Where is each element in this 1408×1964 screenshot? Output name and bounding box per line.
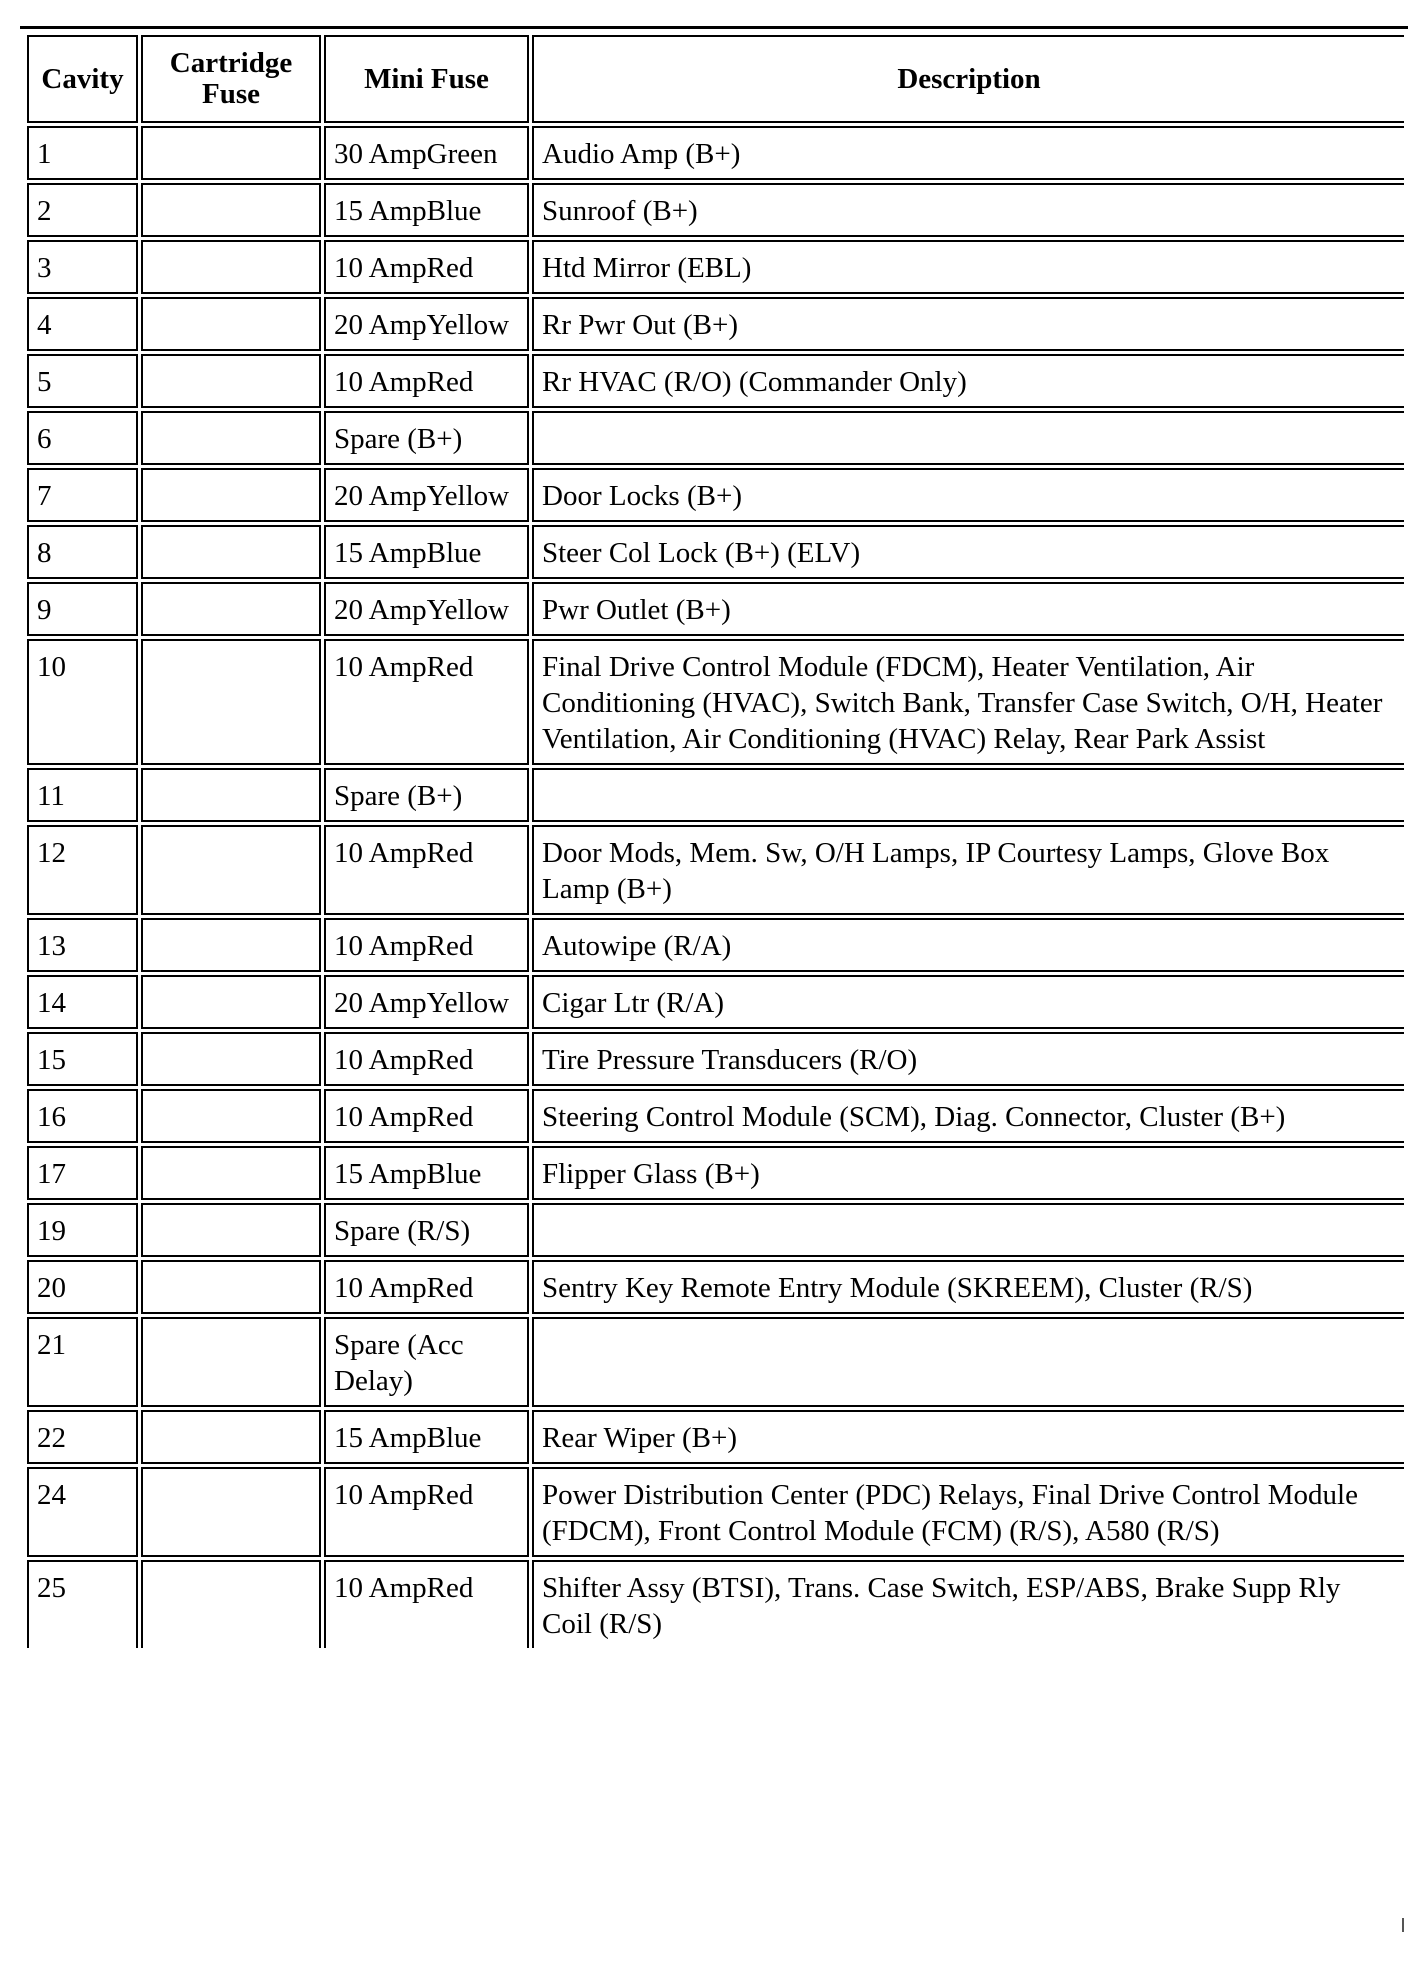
mini-fuse-cell: 10 AmpRed [324,354,529,408]
header-cartridge-fuse: Cartridge Fuse [141,35,321,123]
mini-fuse-cell: 10 AmpRed [324,1467,529,1557]
cartridge-cell [141,918,321,972]
description-cell: Flipper Glass (B+) [532,1146,1404,1200]
cartridge-cell [141,1089,321,1143]
cartridge-cell [141,768,321,822]
cavity-cell: 3 [27,240,138,294]
table-row [27,1032,1404,1086]
cavity-cell: 1 [27,126,138,180]
cavity-cell: 10 [27,639,138,765]
table-row [27,183,1404,237]
description-cell: Rear Wiper (B+) [532,1410,1404,1464]
top-rule [20,26,1408,29]
cartridge-cell [141,639,321,765]
cavity-cell: 14 [27,975,138,1029]
mini-fuse-cell: 10 AmpRed [324,1089,529,1143]
table-row [27,468,1404,522]
header-cavity: Cavity [27,35,138,123]
cartridge-cell [141,1146,321,1200]
table-row [27,639,1404,765]
cartridge-cell [141,240,321,294]
table-row [27,1317,1404,1407]
description-cell [532,768,1404,822]
description-cell [532,1317,1404,1407]
cavity-cell: 13 [27,918,138,972]
description-cell: Cigar Ltr (R/A) [532,975,1404,1029]
table-row [27,768,1404,822]
cartridge-cell [141,1560,321,1648]
header-row [27,35,1404,123]
description-cell: Sentry Key Remote Entry Module (SKREEM), Cluster (R/S) [532,1260,1404,1314]
cartridge-cell [141,183,321,237]
cartridge-cell [141,1410,321,1464]
mini-fuse-cell: 10 AmpRed [324,1260,529,1314]
cartridge-cell [141,1317,321,1407]
mini-fuse-cell: Spare (R/S) [324,1203,529,1257]
cavity-cell: 7 [27,468,138,522]
cavity-cell: 21 [27,1317,138,1407]
cartridge-cell [141,297,321,351]
header-mini-fuse: Mini Fuse [324,35,529,123]
mini-fuse-cell: 20 AmpYellow [324,975,529,1029]
mini-fuse-cell: 10 AmpRed [324,240,529,294]
mini-fuse-cell: 10 AmpRed [324,639,529,765]
mini-fuse-cell: 10 AmpRed [324,1032,529,1086]
table-row [27,1146,1404,1200]
mini-fuse-cell: 10 AmpRed [324,825,529,915]
cavity-cell: 5 [27,354,138,408]
cartridge-cell [141,1203,321,1257]
table-row [27,354,1404,408]
mini-fuse-cell: 15 AmpBlue [324,525,529,579]
cavity-cell: 8 [27,525,138,579]
cavity-cell: 17 [27,1146,138,1200]
cartridge-cell [141,1260,321,1314]
cavity-cell: 20 [27,1260,138,1314]
table-row [27,1260,1404,1314]
cavity-cell: 19 [27,1203,138,1257]
description-cell: Steering Control Module (SCM), Diag. Connector, Cluster (B+) [532,1089,1404,1143]
mini-fuse-cell: 15 AmpBlue [324,1146,529,1200]
table-row [27,126,1404,180]
cartridge-cell [141,825,321,915]
cavity-cell: 22 [27,1410,138,1464]
table-row [27,825,1404,915]
table-row [27,975,1404,1029]
mini-fuse-cell: 15 AmpBlue [324,1410,529,1464]
description-cell: Final Drive Control Module (FDCM), Heater Ventilation, Air Conditioning (HVAC), Switch Bank, Transfer Case Switch, O/H, Heater Ventilation, Air Conditioning (HVAC) Relay, Rear Park Assist [532,639,1404,765]
description-cell: Htd Mirror (EBL) [532,240,1404,294]
cartridge-cell [141,582,321,636]
description-cell: Door Mods, Mem. Sw, O/H Lamps, IP Courtesy Lamps, Glove Box Lamp (B+) [532,825,1404,915]
description-cell: Pwr Outlet (B+) [532,582,1404,636]
cartridge-cell [141,354,321,408]
mini-fuse-cell: 20 AmpYellow [324,468,529,522]
table-row [27,240,1404,294]
cartridge-cell [141,525,321,579]
cartridge-cell [141,411,321,465]
mini-fuse-cell: 20 AmpYellow [324,582,529,636]
mini-fuse-cell: 30 AmpGreen [324,126,529,180]
table-row [27,1203,1404,1257]
description-cell [532,411,1404,465]
header-description: Description [532,35,1404,123]
table-row [27,1089,1404,1143]
cartridge-cell [141,1467,321,1557]
table-row [27,1467,1404,1557]
description-cell: Door Locks (B+) [532,468,1404,522]
mini-fuse-cell: 10 AmpRed [324,918,529,972]
table-row [27,525,1404,579]
table-row [27,297,1404,351]
description-cell [532,1203,1404,1257]
description-cell: Autowipe (R/A) [532,918,1404,972]
cavity-cell: 2 [27,183,138,237]
description-cell: Sunroof (B+) [532,183,1404,237]
mini-fuse-cell: 15 AmpBlue [324,183,529,237]
description-cell: Tire Pressure Transducers (R/O) [532,1032,1404,1086]
cavity-cell: 4 [27,297,138,351]
mini-fuse-cell: 10 AmpRed [324,1560,529,1648]
description-cell: Shifter Assy (BTSI), Trans. Case Switch, ESP/ABS, Brake Supp Rly Coil (R/S) [532,1560,1404,1648]
cavity-cell: 15 [27,1032,138,1086]
table-row [27,918,1404,972]
cartridge-cell [141,126,321,180]
description-cell: Steer Col Lock (B+) (ELV) [532,525,1404,579]
description-cell: Rr Pwr Out (B+) [532,297,1404,351]
table-row [27,582,1404,636]
cartridge-cell [141,975,321,1029]
cavity-cell: 6 [27,411,138,465]
description-cell: Rr HVAC (R/O) (Commander Only) [532,354,1404,408]
mini-fuse-cell: Spare (B+) [324,411,529,465]
page-edge-mark [1402,1918,1404,1932]
cavity-cell: 25 [27,1560,138,1648]
description-cell: Power Distribution Center (PDC) Relays, Final Drive Control Module (FDCM), Front Control Module (FCM) (R/S), A580 (R/S) [532,1467,1404,1557]
cartridge-cell [141,1032,321,1086]
cavity-cell: 9 [27,582,138,636]
cavity-cell: 11 [27,768,138,822]
table-row [27,411,1404,465]
mini-fuse-cell: 20 AmpYellow [324,297,529,351]
table-row [27,1410,1404,1464]
mini-fuse-cell: Spare (B+) [324,768,529,822]
cavity-cell: 24 [27,1467,138,1557]
description-cell: Audio Amp (B+) [532,126,1404,180]
fuse-table [24,32,1407,1651]
cavity-cell: 16 [27,1089,138,1143]
cavity-cell: 12 [27,825,138,915]
mini-fuse-cell: Spare (Acc Delay) [324,1317,529,1407]
cartridge-cell [141,468,321,522]
table-row [27,1560,1404,1648]
